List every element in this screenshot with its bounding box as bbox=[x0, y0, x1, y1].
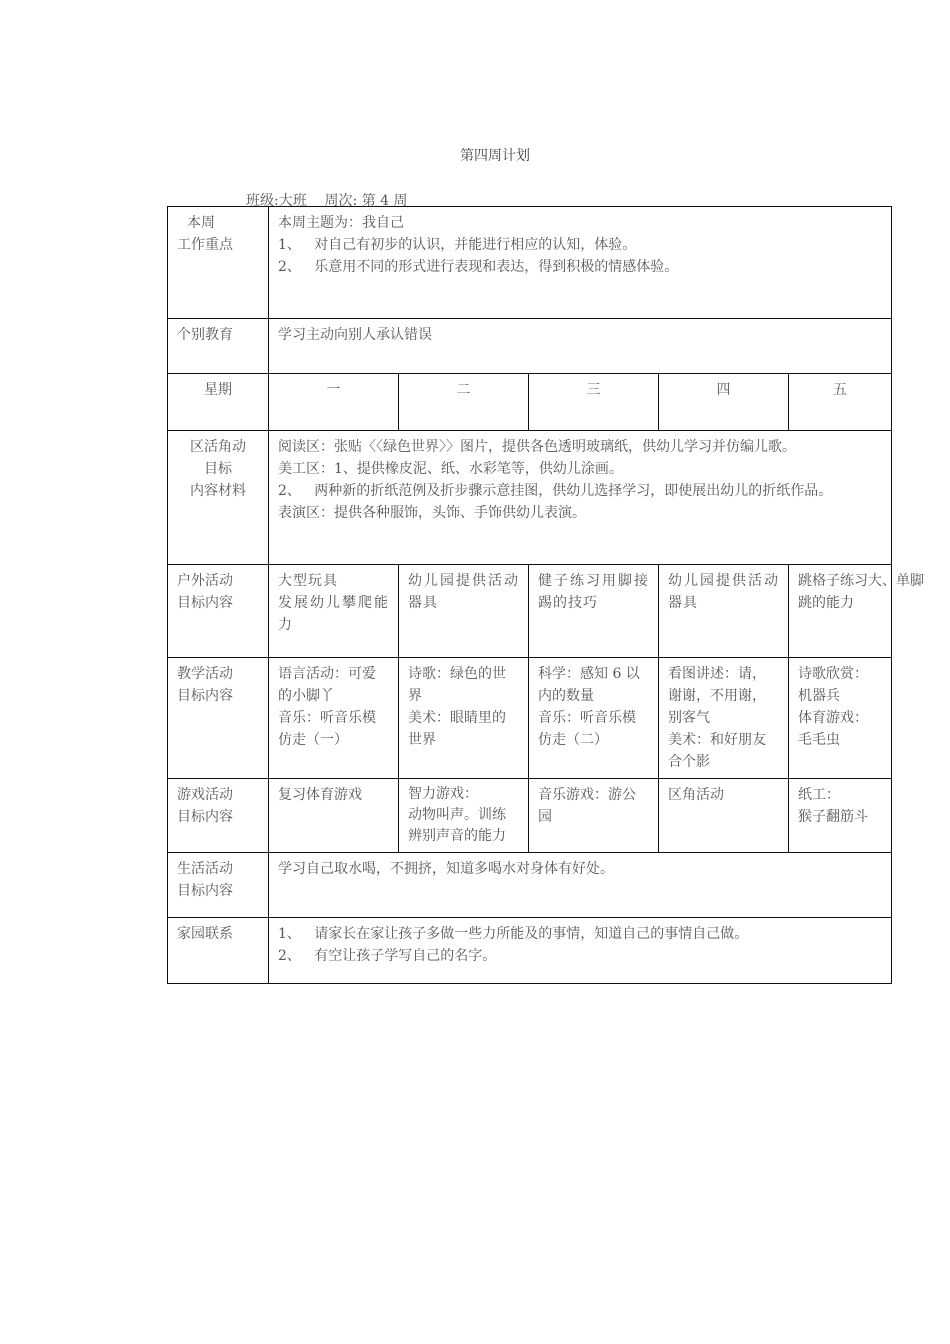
area-label-line: 内容材料 bbox=[190, 483, 246, 499]
game-mon bbox=[269, 779, 399, 853]
cell-line: 发展幼儿攀爬能力 bbox=[278, 595, 389, 633]
home-content bbox=[269, 918, 892, 984]
game-wed bbox=[529, 779, 659, 853]
outdoor-label bbox=[168, 565, 269, 658]
focus-label-1: 本周 bbox=[187, 215, 215, 231]
day-wed: 三 bbox=[529, 374, 659, 431]
cell-line: 纸工： bbox=[798, 787, 840, 803]
cell-line: 音乐游戏：游公园 bbox=[538, 787, 636, 825]
week-label: 周次: 第 4 周 bbox=[324, 193, 408, 209]
area-label-line: 区活角动 bbox=[190, 439, 246, 455]
weekday-row bbox=[168, 374, 892, 431]
weekday-label: 星期 bbox=[168, 374, 269, 431]
focus-line: 本周主题为：我自己 bbox=[278, 215, 404, 231]
teaching-thu bbox=[659, 658, 789, 779]
teaching-tue bbox=[399, 658, 529, 779]
home-line: 2、 有空让孩子学写自己的名字。 bbox=[278, 948, 497, 964]
life-row bbox=[168, 853, 892, 918]
focus-label bbox=[168, 207, 269, 319]
area-line: 美工区：1、提供橡皮泥、纸、水彩笔等，供幼儿涂画。 bbox=[278, 461, 623, 477]
cell-line: 美术：和好朋友合个影 bbox=[668, 732, 766, 770]
game-label-line: 目标内容 bbox=[177, 809, 233, 825]
cell-line: 机器兵 bbox=[798, 688, 840, 704]
area-label bbox=[168, 431, 269, 565]
day-mon: 一 bbox=[269, 374, 399, 431]
day-thu: 四 bbox=[659, 374, 789, 431]
teaching-label bbox=[168, 658, 269, 779]
cell-line: 猴子翻筋斗 bbox=[798, 809, 868, 825]
life-content: 学习自己取水喝，不拥挤，知道多喝水对身体有好处。 bbox=[269, 853, 892, 918]
game-thu bbox=[659, 779, 789, 853]
teaching-wed bbox=[529, 658, 659, 779]
individual-label: 个别教育 bbox=[168, 319, 269, 374]
outdoor-label-line: 户外活动 bbox=[177, 573, 233, 589]
cell-line: 音乐：听音乐模仿走（一） bbox=[278, 710, 376, 748]
home-line: 1、 请家长在家让孩子多做一些力所能及的事情，知道自己的事情自己做。 bbox=[278, 926, 749, 942]
cell-line: 跳格子练习大、单脚跳的能力 bbox=[798, 573, 924, 611]
cell-line: 诗歌：绿色的世界 bbox=[408, 666, 506, 704]
area-row bbox=[168, 431, 892, 565]
cell-line: 科学：感知 6 以内的数量 bbox=[538, 666, 640, 704]
area-line: 2、 两种新的折纸范例及折步骤示意挂图，供幼儿选择学习，即使展出幼儿的折纸作品。 bbox=[278, 483, 833, 499]
cell-line: 幼儿园提供活动器具 bbox=[668, 573, 779, 611]
area-content bbox=[269, 431, 892, 565]
outdoor-row bbox=[168, 565, 892, 658]
cell-line: 大型玩具 bbox=[278, 573, 338, 589]
focus-content bbox=[269, 207, 892, 319]
focus-label-2: 工作重点 bbox=[177, 237, 233, 253]
life-label bbox=[168, 853, 269, 918]
cell-line: 动物叫声。训练辨别声音的能力 bbox=[408, 807, 506, 844]
individual-row bbox=[168, 319, 892, 374]
life-label-line: 生活活动 bbox=[177, 861, 233, 877]
cell-line: 看图讲述：请，谢谢，不用谢，别客气 bbox=[668, 666, 766, 726]
cell-line: 复习体育游戏 bbox=[278, 787, 362, 803]
home-label: 家园联系 bbox=[168, 918, 269, 984]
teaching-fri bbox=[789, 658, 892, 779]
game-label-line: 游戏活动 bbox=[177, 787, 233, 803]
outdoor-thu bbox=[659, 565, 789, 658]
cell-line: 语言活动：可爱的小脚丫 bbox=[278, 666, 376, 704]
teaching-row bbox=[168, 658, 892, 779]
game-label bbox=[168, 779, 269, 853]
cell-line: 健子练习用脚接踢的技巧 bbox=[538, 573, 649, 611]
area-label-line: 目标 bbox=[204, 461, 232, 477]
cell-line: 诗歌欣赏： bbox=[798, 666, 868, 682]
focus-row bbox=[168, 207, 892, 319]
teaching-label-line: 教学活动 bbox=[177, 666, 233, 682]
cell-line: 毛毛虫 bbox=[798, 732, 840, 748]
class-label: 班级:大班 bbox=[246, 193, 307, 209]
focus-line: 1、 对自己有初步的认识，并能进行相应的认知，体验。 bbox=[278, 237, 637, 253]
outdoor-wed bbox=[529, 565, 659, 658]
cell-line: 音乐：听音乐模仿走（二） bbox=[538, 710, 636, 748]
teaching-label-line: 目标内容 bbox=[177, 688, 233, 704]
day-fri: 五 bbox=[789, 374, 892, 431]
area-line: 阅读区：张贴〈〈绿色世界〉〉图片，提供各色透明玻璃纸，供幼儿学习并仿编儿歌。 bbox=[278, 439, 796, 455]
home-row bbox=[168, 918, 892, 984]
cell-line: 体育游戏： bbox=[798, 710, 868, 726]
game-row bbox=[168, 779, 892, 853]
outdoor-fri bbox=[789, 565, 924, 658]
outdoor-mon bbox=[269, 565, 399, 658]
page-title: 第四周计划 bbox=[460, 148, 530, 164]
cell-line: 区角活动 bbox=[668, 787, 724, 803]
outdoor-label-line: 目标内容 bbox=[177, 595, 233, 611]
outdoor-tue bbox=[399, 565, 529, 658]
day-tue: 二 bbox=[399, 374, 529, 431]
area-line: 表演区：提供各种服饰，头饰、手饰供幼儿表演。 bbox=[278, 505, 586, 521]
cell-line: 幼儿园提供活动器具 bbox=[408, 573, 519, 611]
game-tue bbox=[399, 779, 529, 853]
focus-line: 2、 乐意用不同的形式进行表现和表达，得到积极的情感体验。 bbox=[278, 259, 679, 275]
cell-line: 智力游戏： bbox=[408, 786, 478, 802]
teaching-mon bbox=[269, 658, 399, 779]
individual-content: 学习主动向别人承认错误 bbox=[269, 319, 892, 374]
game-fri bbox=[789, 779, 892, 853]
life-label-line: 目标内容 bbox=[177, 883, 233, 899]
weekly-plan-table bbox=[167, 206, 924, 984]
cell-line: 美术：眼睛里的世界 bbox=[408, 710, 506, 748]
